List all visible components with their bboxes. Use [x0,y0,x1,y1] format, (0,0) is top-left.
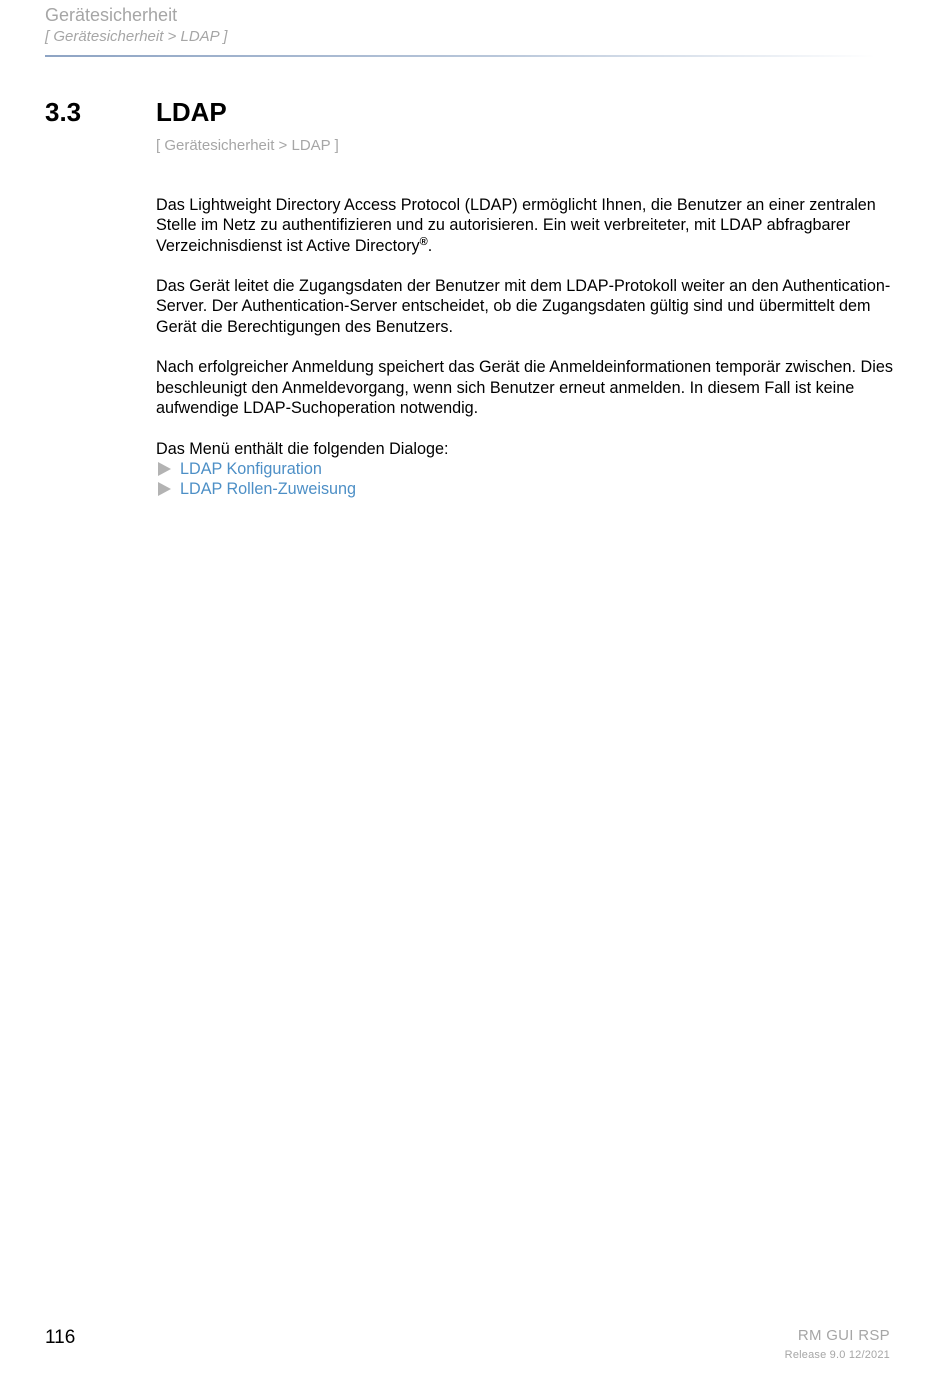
paragraph-ldap-intro-end: . [427,236,433,255]
section-number: 3.3 [45,97,82,127]
section-body [156,195,896,499]
running-header [45,4,895,47]
footer-document-id: RM GUI RSP [797,1327,890,1344]
section-title: LDAP [156,97,227,127]
link-ldap-konfiguration[interactable]: LDAP Konfiguration [180,459,322,478]
page-number: 116 [45,1327,76,1348]
link-ldap-rollen-zuweisung[interactable]: LDAP Rollen-Zuweisung [180,480,357,499]
list-item-ldap-rollen-zuweisung[interactable] [156,479,896,499]
triangle-right-icon [158,462,171,476]
dialog-link-list [156,459,896,500]
running-header-title: Gerätesicherheit [45,5,178,25]
footer-release: Release 9.0 12/2021 [784,1349,890,1361]
section-breadcrumb: [ Gerätesicherheit > LDAP ] [156,137,339,154]
footer-doc-info [785,1327,890,1362]
triangle-right-icon [158,482,171,496]
paragraph-ldap-intro [156,195,896,256]
running-header-breadcrumb: [ Gerätesicherheit > LDAP ] [45,28,228,45]
list-item-ldap-konfiguration[interactable] [156,459,896,479]
menu-intro: Das Menü enthält die folgenden Dialoge: [156,439,449,458]
paragraph-auth-server: Das Gerät leitet die Zugangsdaten der Benutzer mit dem LDAP-Protokoll weiter an den Authentication-Server. Der Authentication-Server entscheidet, ob die Zugangsdaten gültig sind und übermittelt dem Gerät die Berechtigungen des Benutzers. [156,277,891,336]
paragraph-credential-cache: Nach erfolgreicher Anmeldung speichert das Gerät die Anmeldeinformationen temporär zwischen. Dies beschleunigt den Anmeldevorgang, wenn sich Benutzer erneut anmelden. In diesem Fall ist keine aufwendige LDAP-Suchoperation notwendig. [156,358,893,417]
paragraph-ldap-intro-text: Das Lightweight Directory Access Protocol (LDAP) ermöglicht Ihnen, die Benutzer an einer zentralen Stelle im Netz zu authentifizieren und zu autorisieren. Ein weit verbreiteter, mit LDAP abfragbarer Verzeichnisdienst ist Active Directory [156,196,876,255]
registered-mark: ® [419,235,428,248]
header-divider [45,55,875,57]
